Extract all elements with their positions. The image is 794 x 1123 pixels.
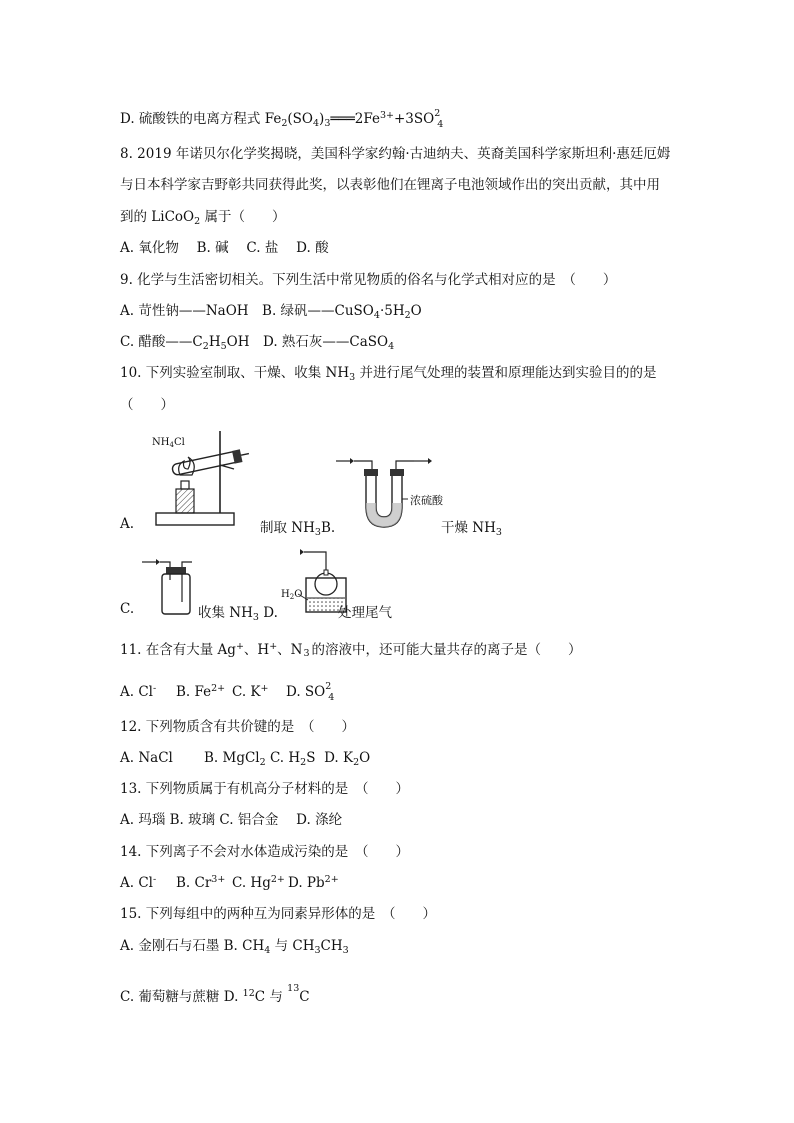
q7-optd-text: D. 硫酸铁的电离方程式 Fe bbox=[120, 111, 282, 127]
q10-text-d: 处理尾气 bbox=[338, 605, 392, 621]
text: A. Cl bbox=[120, 684, 153, 700]
text: +3SO bbox=[393, 111, 435, 127]
q13-stem: 13. 下列物质属于有机高分子材料的是 （ ） bbox=[120, 781, 410, 797]
sup: 2+ bbox=[270, 874, 285, 885]
q14-option-b bbox=[176, 874, 232, 894]
sup: + bbox=[235, 641, 244, 652]
sup: 3+ bbox=[211, 874, 226, 885]
sub: 3 bbox=[495, 527, 502, 538]
text: O bbox=[359, 750, 371, 766]
text: C. K bbox=[232, 684, 261, 700]
sub: 5 bbox=[220, 341, 227, 352]
sub: 4 bbox=[264, 945, 271, 956]
sub: 3 bbox=[314, 945, 321, 956]
text: D. Pb bbox=[288, 875, 325, 891]
q15-stem: 15. 下列每组中的两种互为同素异形体的是 （ ） bbox=[120, 906, 437, 922]
text: B. MgCl bbox=[204, 750, 260, 766]
sup: 2 bbox=[434, 108, 441, 119]
sub: 2 bbox=[194, 216, 201, 227]
text: 并进行尾气处理的装置和原理能达到实验目的的是 bbox=[355, 365, 657, 381]
sub: 2 bbox=[404, 310, 411, 321]
q8-line1: 8. 2019 年诺贝尔化学奖揭晓，美国科学家约翰·古迪纳夫、英裔美国科学家斯坦利·惠廷厄姆 bbox=[120, 146, 671, 162]
sub: 2 bbox=[353, 757, 360, 768]
q12-option-c bbox=[266, 750, 316, 766]
text: 与 CH bbox=[270, 938, 315, 954]
sup: 2 bbox=[325, 681, 332, 692]
sub: 3 bbox=[324, 118, 331, 129]
text: 、H bbox=[243, 642, 270, 658]
text: S bbox=[306, 750, 316, 766]
text: ·5H bbox=[379, 303, 405, 319]
text: O bbox=[294, 589, 303, 600]
text: H bbox=[281, 589, 290, 600]
q11-option-a bbox=[120, 683, 176, 703]
q10-label-a: A. bbox=[120, 516, 135, 532]
q14-option-a bbox=[120, 874, 176, 894]
text: C. H bbox=[265, 750, 301, 766]
sub: 4 bbox=[312, 118, 320, 129]
sup: - bbox=[152, 874, 157, 885]
text: NH bbox=[152, 437, 170, 448]
sup: + bbox=[260, 683, 269, 694]
sub: 4 bbox=[437, 119, 444, 130]
text: 属于（ ） bbox=[200, 209, 286, 225]
sup: 2+ bbox=[211, 683, 226, 694]
sub: 2 bbox=[281, 118, 288, 129]
no3-charge bbox=[302, 644, 311, 659]
q8-line2: 与日本科学家吉野彰共同获得此奖，以表彰他们在锂离子电池领域作出的突出贡献，其中用 bbox=[120, 177, 660, 193]
q11-option-d bbox=[286, 683, 334, 701]
q10-label-c: C. bbox=[120, 601, 135, 617]
so4-charge bbox=[434, 108, 444, 130]
q15-options-cd bbox=[120, 983, 310, 1008]
sub: 3 bbox=[252, 612, 259, 623]
q8-line3 bbox=[120, 208, 285, 228]
sub: 2 bbox=[289, 593, 295, 601]
sub: 4 bbox=[169, 441, 174, 449]
q10-paren: （ ） bbox=[120, 397, 174, 413]
sub: 2 bbox=[202, 341, 209, 352]
q12-option-b bbox=[204, 750, 266, 766]
text: D. SO bbox=[286, 684, 326, 700]
text: 收集 NH bbox=[198, 605, 253, 621]
text: 干燥 NH bbox=[441, 520, 496, 536]
q14-stem: 14. 下列离子不会对水体造成污染的是 （ ） bbox=[120, 844, 410, 860]
sup: 12 bbox=[242, 988, 255, 999]
sub: 3 bbox=[314, 527, 321, 538]
text: B. bbox=[320, 520, 336, 536]
q8-options: A. 氧化物 B. 碱 C. 盐 D. 酸 bbox=[120, 240, 329, 256]
q10-text-a bbox=[260, 516, 335, 536]
text: A. NaCl bbox=[120, 750, 173, 766]
q14-option-d bbox=[288, 874, 339, 894]
sub: 4 bbox=[328, 692, 335, 703]
text: 11. 在含有大量 Ag bbox=[120, 642, 236, 658]
text: C. Hg bbox=[232, 875, 271, 891]
text: ) bbox=[319, 111, 325, 127]
q12-option-d bbox=[324, 750, 370, 766]
q14-options bbox=[120, 874, 339, 894]
text: D. bbox=[258, 605, 278, 621]
sub: 2 bbox=[259, 757, 266, 768]
sup: 3+ bbox=[379, 110, 394, 121]
q12-option-a bbox=[120, 749, 204, 767]
apparatus-a-heating bbox=[150, 425, 260, 530]
sub: 4 bbox=[388, 341, 395, 352]
text: 的溶液中，还可能大量共存的离子是（ ） bbox=[311, 642, 582, 658]
q10-text-c bbox=[198, 601, 278, 621]
q11-options bbox=[120, 683, 334, 703]
apparatus-c-collect-bottle bbox=[138, 558, 198, 618]
text: A. 金刚石与石墨 B. CH bbox=[120, 938, 265, 954]
acid-label: 浓硫酸 bbox=[410, 494, 443, 507]
sub: 4 bbox=[373, 310, 380, 321]
text: C. 醋酸——C bbox=[120, 334, 203, 350]
q11-stem bbox=[120, 641, 581, 661]
text: 10. 下列实验室制取、干燥、收集 NH bbox=[120, 365, 350, 381]
q9-stem: 9. 化学与生活密切相关。下列生活中常见物质的俗名与化学式相对应的是 （ ） bbox=[120, 272, 617, 288]
sup: - bbox=[152, 683, 157, 694]
text: D. K bbox=[324, 750, 354, 766]
text: B. Cr bbox=[176, 875, 212, 891]
text: OH D. 熟石灰——CaSO bbox=[226, 334, 389, 350]
text: (SO bbox=[287, 111, 313, 127]
q15-options-ab bbox=[120, 937, 349, 957]
text: B. Fe bbox=[176, 684, 212, 700]
q13-options: A. 玛瑙 B. 玻璃 C. 铝合金 D. 涤纶 bbox=[120, 812, 343, 828]
sub: 2 bbox=[300, 757, 307, 768]
text: CH bbox=[320, 938, 343, 954]
sup: 2+ bbox=[324, 874, 339, 885]
so4-charge bbox=[325, 681, 335, 703]
q12-stem: 12. 下列物质含有共价键的是 （ ） bbox=[120, 719, 356, 735]
text: 到的 LiCoO bbox=[120, 209, 195, 225]
text: H bbox=[208, 334, 221, 350]
q11-option-b bbox=[176, 683, 232, 703]
sub: 3 bbox=[342, 945, 349, 956]
text: C 与 bbox=[254, 989, 288, 1005]
sup: 13 bbox=[287, 983, 300, 994]
text: 制取 NH bbox=[260, 520, 315, 536]
sup: + bbox=[269, 641, 278, 652]
sub: 3 bbox=[303, 648, 310, 659]
q7-option-d bbox=[120, 110, 443, 130]
text: A. 苛性钠——NaOH B. 绿矾——CuSO bbox=[120, 303, 374, 319]
text: Cl bbox=[173, 437, 185, 448]
text: A. Cl bbox=[120, 875, 153, 891]
q14-option-c bbox=[232, 874, 288, 894]
equation-arrow: ═══ bbox=[330, 111, 355, 127]
q9-options-ab bbox=[120, 302, 422, 322]
text: C bbox=[299, 989, 310, 1005]
q9-options-cd bbox=[120, 333, 394, 353]
q11-option-c bbox=[232, 683, 286, 703]
text: 、N bbox=[277, 642, 303, 658]
sub: 3 bbox=[349, 372, 356, 383]
q12-options bbox=[120, 749, 370, 769]
text: C. 葡萄糖与蔗糖 D. bbox=[120, 989, 243, 1005]
q10-text-b bbox=[441, 516, 502, 536]
text: 2Fe bbox=[354, 111, 380, 127]
text: O bbox=[410, 303, 422, 319]
q10-stem bbox=[120, 364, 656, 384]
